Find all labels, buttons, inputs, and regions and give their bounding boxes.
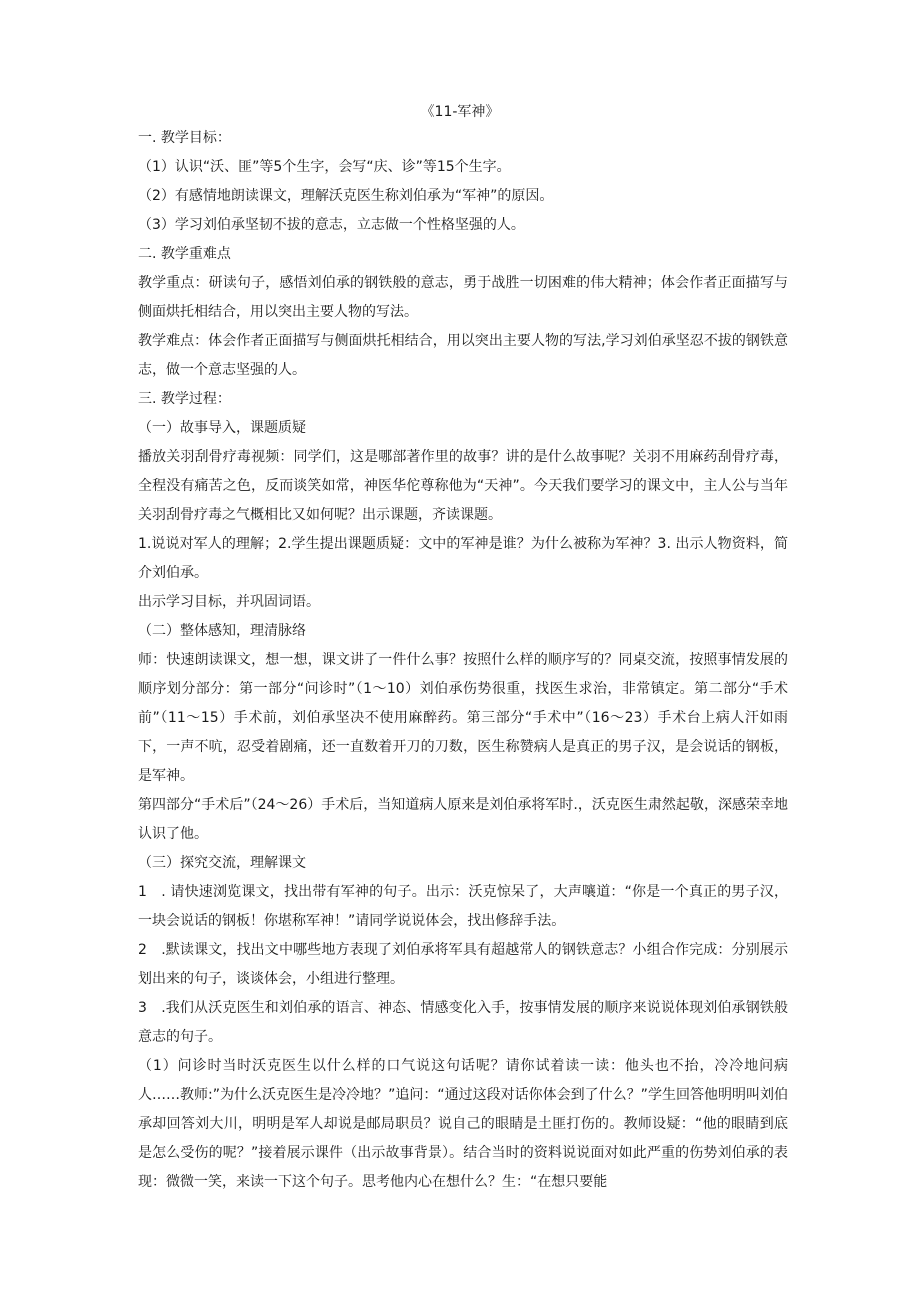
goal-item-1: （1）认识“沃、匪”等5个生字，会写“庆、诊”等15个生字。 <box>138 159 511 175</box>
goal-item-3: （3）学习刘伯承坚韧不拔的意志，立志做一个性格坚强的人。 <box>138 217 525 233</box>
part1-paragraph-3: 出示学习目标，并巩固词语。 <box>138 594 320 610</box>
part2-paragraph-2: 第四部分“手术后”（24〜26）手术后，当知道病人原来是刘伯承将军时.，沃克医生肃然起敬，深感荣幸地认识了他。 <box>138 797 788 842</box>
section-heading-goals: 一. 教学目标： <box>138 130 231 146</box>
part3-paragraph-3: 3 .我们从沃克医生和刘伯承的语言、神态、情感变化入手，按事情发展的顺序来说说体现刘伯承钢铁般意志的句子。 <box>138 1000 788 1045</box>
part1-paragraph-1: 播放关羽刮骨疗毒视频：同学们，这是哪部著作里的故事？讲的是什么故事呢？关羽不用麻药刮骨疗毒，全程没有痛苦之色，反而谈笑如常，神医华佗尊称他为“天神”。今天我们要学习的课文中，主人公与当年关羽刮骨疗毒之气概相比又如何呢？出示课题，齐读课题。 <box>138 449 788 523</box>
goal-item-2: （2）有感情地朗读课文，理解沃克医生称刘伯承为“军神”的原因。 <box>138 188 554 204</box>
part2-paragraph-1: 师：快速朗读课文，想一想，课文讲了一件什么事？按照什么样的顺序写的？同桌交流，按照事情发展的顺序划分部分：第一部分“问诊时”（1〜10）刘伯承伤势很重，找医生求治，非常镇定。第二部分“手术前”（11〜15）手术前，刘伯承坚决不使用麻醉药。第三部分“手术中”（16〜23）手术台上病人汗如雨下，一声不吭，忍受着剧痛，还一直数着开刀的刀数，医生称赞病人是真正的男子汉，是会说话的钢板，是军神。 <box>138 652 788 784</box>
part3-paragraph-2: 2 .默读课文，找出文中哪些地方表现了刘伯承将军具有超越常人的钢铁意志？小组合作完成：分别展示划出来的句子，谈谈体会，小组进行整理。 <box>138 942 788 987</box>
part3-paragraph-1: 1 . 请快速浏览课文，找出带有军神的句子。出示：沃克惊呆了，大声嚷道：“你是一个真正的男子汉，一块会说话的钢板！你堪称军神！”请同学说说体会，找出修辞手法。 <box>138 884 788 929</box>
part3-heading: （三）探究交流，理解课文 <box>138 855 306 871</box>
key-point-paragraph: 教学重点：研读句子，感悟刘伯承的钢铁般的意志，勇于战胜一切困难的伟大精神；体会作者正面描写与侧面烘托相结合，用以突出主要人物的写法。 <box>138 275 788 320</box>
section-heading-key-points: 二. 教学重难点 <box>138 246 231 262</box>
difficult-point-paragraph: 教学难点：体会作者正面描写与侧面烘托相结合，用以突出主要人物的写法,学习刘伯承坚忍不拔的钢铁意志，做一个意志坚强的人。 <box>138 333 788 378</box>
part3-paragraph-4: （1）问诊时当时沃克医生以什么样的口气说这句话呢？请你试着读一读：他头也不抬，冷冷地问病人……教师:”为什么沃克医生是冷冷地？”追问：“通过这段对话你体会到了什么？”学生回答他明明叫刘伯承却回答刘大川，明明是军人却说是邮局职员？说自己的眼睛是土匪打伤的。教师设疑：“他的眼睛到底是怎么受伤的呢？”接着展示课件（出示故事背景）。结合当时的资料说说面对如此严重的伤势刘伯承的表现：微微一笑，来读一下这个句子。思考他内心在想什么？生：“在想只要能 <box>138 1058 788 1190</box>
document-body <box>138 124 788 1197</box>
section-heading-process: 三. 教学过程： <box>138 391 231 407</box>
part1-heading: （一）故事导入，课题质疑 <box>138 420 306 436</box>
part1-paragraph-2: 1.说说对军人的理解；2.学生提出课题质疑：文中的军神是谁？为什么被称为军神？3. 出示人物资料，简介刘伯承。 <box>138 536 788 581</box>
part2-heading: （二）整体感知，理清脉络 <box>138 623 306 639</box>
document-title: 《11-军神》 <box>420 104 500 120</box>
